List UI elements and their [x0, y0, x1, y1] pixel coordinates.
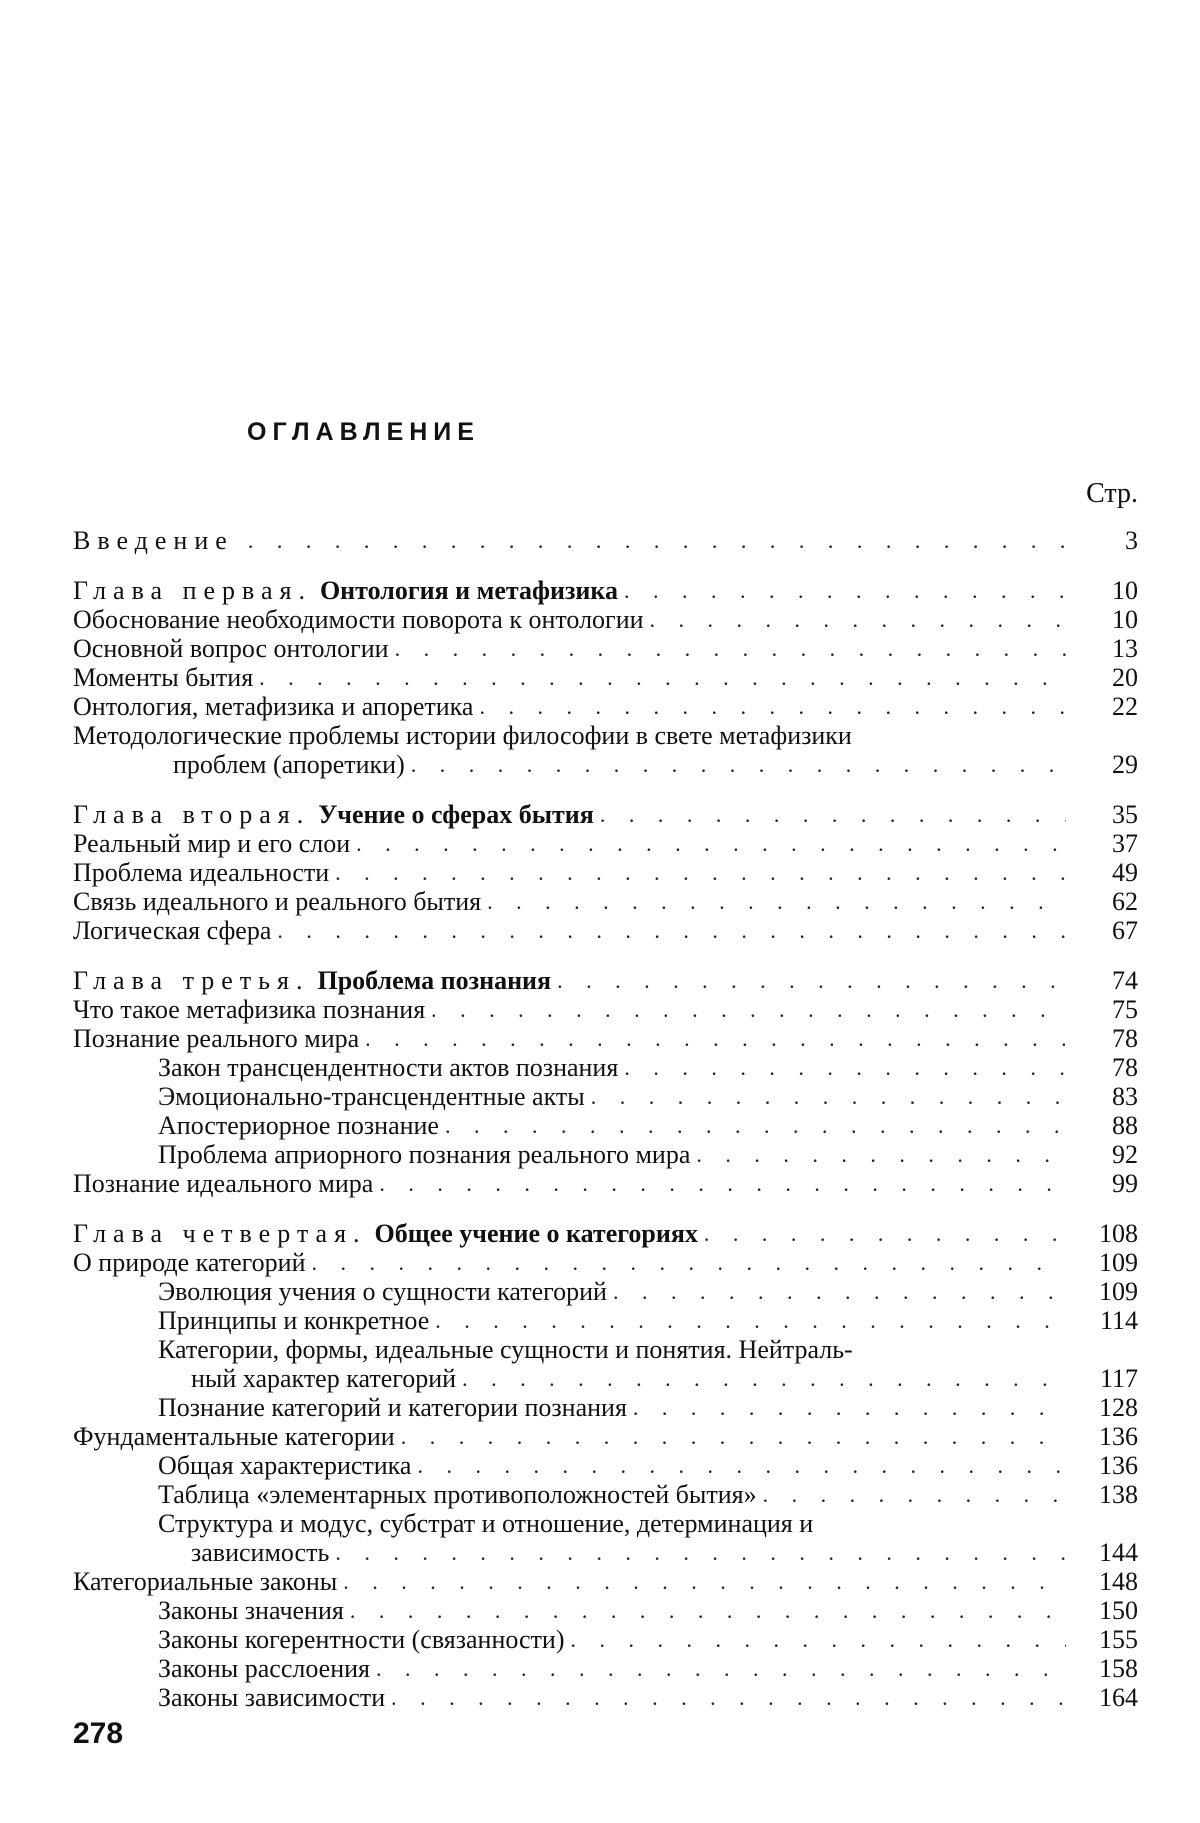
toc-entry[interactable]	[73, 605, 1138, 634]
toc-entry[interactable]	[73, 1248, 1138, 1277]
toc-entry-title: Категории, формы, идеальные сущности и понятия. Нейтраль-	[158, 1335, 853, 1364]
toc-page-number: 150	[1099, 1596, 1138, 1625]
toc-entry-title: Познание идеального мира	[73, 1169, 374, 1198]
toc-subentry-continuation[interactable]	[73, 1538, 1138, 1567]
toc-page-number: 117	[1099, 1364, 1138, 1393]
toc-entry-title: О природе категорий	[73, 1248, 306, 1277]
toc-subentry[interactable]	[73, 1683, 1138, 1712]
toc-subentry[interactable]	[73, 1480, 1138, 1509]
toc-entry[interactable]	[73, 916, 1138, 945]
dot-leader	[248, 526, 1066, 555]
toc-entry-title: Общая характеристика	[158, 1451, 412, 1480]
toc-entry-title: Моменты бытия	[73, 663, 254, 692]
chapter-title: Онтология и метафизика	[319, 576, 618, 605]
toc-entry[interactable]	[73, 1422, 1138, 1451]
toc-entry-title: Связь идеального и реального бытия	[73, 887, 482, 916]
toc-entry-title: Апостериорное познание	[158, 1111, 439, 1140]
toc-page-number: 83	[1112, 1082, 1138, 1111]
toc-subentry[interactable]	[73, 1053, 1138, 1082]
dot-leader	[350, 1596, 1066, 1625]
dot-leader	[650, 605, 1066, 634]
dot-leader	[417, 1451, 1066, 1480]
toc-chapter-3[interactable]	[73, 966, 1138, 995]
toc-page-number: 3	[1125, 526, 1138, 555]
toc-entry-title: Эмоционально-трансцендентные акты	[158, 1082, 585, 1111]
toc-page-number: 10	[1112, 576, 1138, 605]
toc-subentry[interactable]	[73, 1111, 1138, 1140]
toc-page-number: 10	[1112, 605, 1138, 634]
dot-leader	[376, 1654, 1066, 1683]
toc-entry-title-cont: зависимость	[191, 1538, 330, 1567]
toc-page-number: 144	[1099, 1538, 1138, 1567]
dot-leader	[401, 1422, 1066, 1451]
dot-leader	[277, 916, 1066, 945]
toc-entry-introduction[interactable]	[73, 526, 1138, 555]
toc-entry-title: Законы зависимости	[158, 1683, 386, 1712]
toc-page-number: 109	[1099, 1277, 1138, 1306]
toc-entry-title: Познание реального мира	[73, 1024, 360, 1053]
dot-leader	[395, 634, 1066, 663]
dot-leader	[763, 1480, 1066, 1509]
toc-page-number: 78	[1112, 1053, 1138, 1082]
toc-entry-title: Методологические проблемы истории философии в свете метафизики	[73, 721, 852, 750]
dot-leader	[379, 1169, 1066, 1198]
toc-page-number: 92	[1112, 1140, 1138, 1169]
toc-page-number: 136	[1099, 1422, 1138, 1451]
page-title: ОГЛАВЛЕНИЕ	[247, 418, 480, 446]
dot-leader	[259, 663, 1066, 692]
toc-entry-title: Что такое метафизика познания	[73, 995, 426, 1024]
toc-page-number: 128	[1099, 1393, 1138, 1422]
toc-entry-title: Эволюция учения о сущности категорий	[158, 1277, 607, 1306]
toc-subentry[interactable]	[73, 1277, 1138, 1306]
toc-entry[interactable]	[73, 1567, 1138, 1596]
toc-subentry[interactable]	[73, 1082, 1138, 1111]
toc-subentry[interactable]	[73, 1654, 1138, 1683]
dot-leader	[600, 800, 1066, 829]
toc-entry-title: Реальный мир и его слои	[73, 829, 351, 858]
dot-leader	[435, 1306, 1066, 1335]
table-of-contents	[73, 526, 1138, 1712]
toc-entry-title: Проблема априорного познания реального мира	[158, 1140, 691, 1169]
toc-entry-title: Законы когерентности (связанности)	[158, 1625, 565, 1654]
dot-leader	[633, 1393, 1066, 1422]
toc-page-number: 67	[1112, 916, 1138, 945]
page-column-label: Стр.	[1086, 478, 1138, 509]
dot-leader	[411, 750, 1066, 779]
dot-leader	[335, 858, 1066, 887]
toc-entry-title: Закон трансцендентности актов познания	[158, 1053, 619, 1082]
toc-subentry[interactable]	[73, 1625, 1138, 1654]
chapter-label: Глава вторая.	[73, 800, 311, 829]
dot-leader	[624, 1053, 1066, 1082]
toc-chapter-2[interactable]	[73, 800, 1138, 829]
page-number: 278	[73, 1717, 124, 1750]
toc-entry[interactable]	[73, 692, 1138, 721]
toc-subentry[interactable]	[73, 1596, 1138, 1625]
toc-entry-title: Основной вопрос онтологии	[73, 634, 389, 663]
dot-leader	[479, 692, 1066, 721]
toc-entry-title-cont: проблем (апоретики)	[173, 750, 405, 779]
toc-chapter-4[interactable]	[73, 1219, 1138, 1248]
toc-entry-continuation[interactable]	[73, 750, 1138, 779]
toc-page-number: 75	[1112, 995, 1138, 1024]
toc-subentry[interactable]	[73, 1335, 1138, 1364]
dot-leader	[445, 1111, 1066, 1140]
dot-leader	[570, 1625, 1066, 1654]
toc-entry-title: Таблица «элементарных противоположностей бытия»	[158, 1480, 757, 1509]
dot-leader	[356, 829, 1066, 858]
toc-page-number: 37	[1112, 829, 1138, 858]
dot-leader	[696, 1140, 1066, 1169]
dot-leader	[704, 1219, 1066, 1248]
toc-entry-title: Познание категорий и категории познания	[158, 1393, 627, 1422]
toc-page-number: 78	[1112, 1024, 1138, 1053]
dot-leader	[335, 1538, 1066, 1567]
dot-leader	[613, 1277, 1066, 1306]
toc-entry-title: Логическая сфера	[73, 916, 272, 945]
toc-entry-title: Структура и модус, субстрат и отношение, детерминация и	[158, 1509, 814, 1538]
dot-leader	[487, 887, 1066, 916]
chapter-label: Глава четвертая.	[73, 1219, 367, 1248]
dot-leader	[462, 1364, 1066, 1393]
dot-leader	[365, 1024, 1066, 1053]
toc-page-number: 158	[1099, 1654, 1138, 1683]
toc-page-number: 29	[1112, 750, 1138, 779]
toc-entry[interactable]	[73, 858, 1138, 887]
toc-page-number: 20	[1112, 663, 1138, 692]
chapter-title: Учение о сферах бытия	[318, 800, 594, 829]
toc-page-number: 74	[1112, 966, 1138, 995]
toc-subentry[interactable]	[73, 1509, 1138, 1538]
toc-page-number: 62	[1112, 887, 1138, 916]
toc-page-number: 35	[1112, 800, 1138, 829]
toc-page-number: 99	[1112, 1169, 1138, 1198]
toc-page-number: 114	[1099, 1306, 1138, 1335]
toc-entry-title: Принципы и конкретное	[158, 1306, 430, 1335]
dot-leader	[431, 995, 1066, 1024]
toc-page-number: 13	[1112, 634, 1138, 663]
toc-page-number: 164	[1099, 1683, 1138, 1712]
dot-leader	[557, 966, 1066, 995]
toc-entry[interactable]	[73, 887, 1138, 916]
toc-entry-title: Обоснование необходимости поворота к онтологии	[73, 605, 644, 634]
toc-subentry-continuation[interactable]	[73, 1364, 1138, 1393]
toc-entry[interactable]	[73, 1024, 1138, 1053]
chapter-label: Глава первая.	[73, 576, 312, 605]
chapter-label: Глава третья.	[73, 966, 310, 995]
toc-entry[interactable]	[73, 634, 1138, 663]
dot-leader	[624, 576, 1066, 605]
toc-entry-title: Законы значения	[158, 1596, 344, 1625]
toc-entry-title: Онтология, метафизика и апоретика	[73, 692, 474, 721]
dot-leader	[311, 1248, 1066, 1277]
toc-page-number: 155	[1099, 1625, 1138, 1654]
dot-leader	[391, 1683, 1066, 1712]
toc-subentry[interactable]	[73, 1140, 1138, 1169]
toc-chapter-1[interactable]	[73, 576, 1138, 605]
toc-page-number: 148	[1099, 1567, 1138, 1596]
toc-page-number: 138	[1099, 1480, 1138, 1509]
dot-leader	[591, 1082, 1066, 1111]
toc-subentry[interactable]	[73, 1393, 1138, 1422]
toc-entry-title: Законы расслоения	[158, 1654, 370, 1683]
toc-page-number: 108	[1099, 1219, 1138, 1248]
toc-entry[interactable]	[73, 721, 1138, 750]
toc-entry-title: Фундаментальные категории	[73, 1422, 395, 1451]
dot-leader	[343, 1567, 1066, 1596]
toc-page-number: 109	[1099, 1248, 1138, 1277]
chapter-title: Проблема познания	[317, 966, 552, 995]
toc-page-number: 88	[1112, 1111, 1138, 1140]
toc-page-number: 22	[1112, 692, 1138, 721]
chapter-title: Общее учение о категориях	[374, 1219, 698, 1248]
toc-entry-title: Проблема идеальности	[73, 858, 330, 887]
toc-entry[interactable]	[73, 829, 1138, 858]
toc-entry-title: Категориальные законы	[73, 1567, 338, 1596]
toc-page-number: 49	[1112, 858, 1138, 887]
toc-entry-title: Введение	[73, 526, 234, 555]
toc-entry[interactable]	[73, 1169, 1138, 1198]
toc-page-number: 136	[1099, 1451, 1138, 1480]
toc-entry[interactable]	[73, 663, 1138, 692]
toc-subentry[interactable]	[73, 1306, 1138, 1335]
toc-entry[interactable]	[73, 995, 1138, 1024]
toc-subentry[interactable]	[73, 1451, 1138, 1480]
toc-entry-title-cont: ный характер категорий	[191, 1364, 457, 1393]
